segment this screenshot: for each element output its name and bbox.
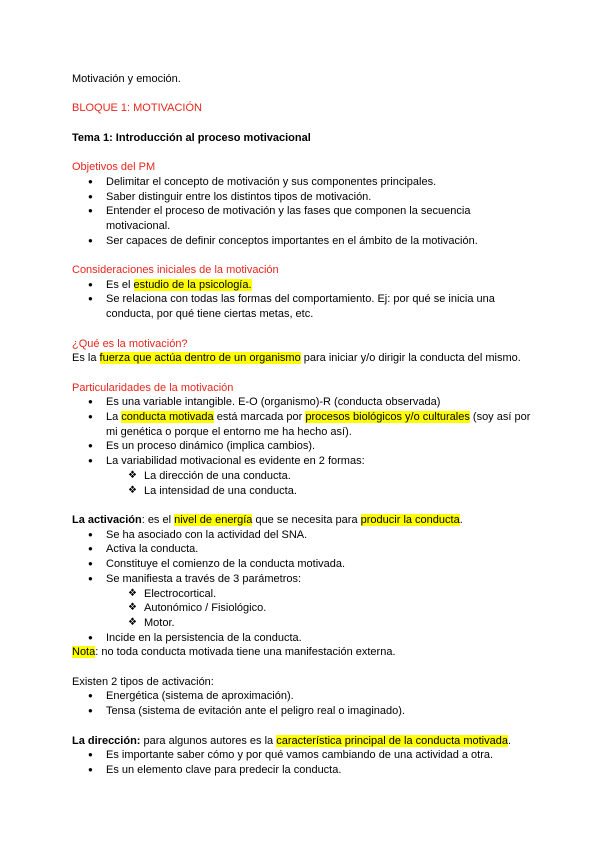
sub-list-item: ❖ Motor. <box>72 616 532 631</box>
text: para algunos autores es la <box>140 734 277 747</box>
list-item: ● La variabilidad motivacional es evidente en 2 formas: <box>72 454 532 469</box>
highlight: estudio de la psicología. <box>133 278 252 291</box>
list-item: ● Energética (sistema de aproximación). <box>72 689 532 704</box>
document-body <box>72 72 532 778</box>
what-definition <box>72 351 532 366</box>
sub-list-item: ❖ La intensidad de una conducta. <box>72 484 532 499</box>
highlight: conducta motivada <box>121 411 214 424</box>
what-heading: ¿Qué es la motivación? <box>72 337 188 350</box>
text: que se necesita para <box>252 513 361 526</box>
text: : no toda conducta motivada tiene una manifestación externa. <box>95 646 396 659</box>
activation-list <box>72 528 532 646</box>
block-title: BLOQUE 1: MOTIVACIÓN <box>72 102 202 115</box>
text: Es el <box>106 278 134 291</box>
list-item: ● Saber distinguir entre los distintos tipos de motivación. <box>72 190 532 205</box>
text: : es el <box>141 513 175 526</box>
objectives-heading: Objetivos del PM <box>72 161 156 174</box>
types-list <box>72 689 532 718</box>
list-item: ● Incide en la persistencia de la conducta. <box>72 631 532 646</box>
initial-heading: Consideraciones iniciales de la motivación <box>72 264 279 277</box>
objectives-list <box>72 175 532 249</box>
list-item: ● Se manifiesta a través de 3 parámetros: <box>72 572 532 587</box>
text: para iniciar y/o dirigir la conducta del mismo. <box>300 352 521 365</box>
particular-list <box>72 395 532 498</box>
list-item: ● Entender el proceso de motivación y las fases que componen la secuencia motivacional. <box>72 204 532 233</box>
text: está marcada por <box>213 411 306 424</box>
note <box>72 645 532 660</box>
highlight: nivel de energía <box>174 513 253 526</box>
particular-heading: Particularidades de la motivación <box>72 381 234 394</box>
term: La activación <box>72 513 142 526</box>
text: . <box>459 513 463 526</box>
highlight: procesos biológicos y/o culturales <box>305 411 470 424</box>
list-item: ● Es un proceso dinámico (implica cambios). <box>72 439 532 454</box>
direction-definition <box>72 734 532 749</box>
list-item: ● Constituye el comienzo de la conducta motivada. <box>72 557 532 572</box>
list-item: ● Delimitar el concepto de motivación y sus componentes principales. <box>72 175 532 190</box>
highlight: producir la conducta <box>360 513 460 526</box>
initial-list <box>72 278 532 322</box>
highlight: característica principal de la conducta motivada <box>276 734 508 747</box>
note-label: Nota <box>72 646 96 659</box>
term: La dirección: <box>72 734 141 747</box>
list-item: ● Se ha asociado con la actividad del SNA. <box>72 528 532 543</box>
topic-title: Tema 1: Introducción al proceso motivacional <box>72 131 311 144</box>
doc-title: Motivación y emoción. <box>72 73 181 85</box>
direction-list <box>72 748 532 777</box>
text: La <box>106 411 122 424</box>
list-item: ● Es una variable intangible. E-O (organismo)-R (conducta observada) <box>72 395 532 410</box>
list-item: ● Ser capaces de definir conceptos importantes en el ámbito de la motivación. <box>72 234 532 249</box>
sub-list-item: ❖ Electrocortical. <box>72 587 532 602</box>
text: . <box>507 734 512 747</box>
list-item <box>72 278 532 293</box>
text: Es la <box>72 352 100 365</box>
activation-definition <box>72 513 532 528</box>
text: (soy así por mi genética o porque el entorno me ha hecho así). <box>106 411 531 438</box>
list-item: ● Tensa (sistema de evitación ante el peligro real o imaginado). <box>72 704 532 719</box>
sub-list-item: ❖ Autonómico / Fisiológico. <box>72 601 532 616</box>
types-intro: Existen 2 tipos de activación: <box>72 675 214 688</box>
list-item: ● Activa la conducta. <box>72 542 532 557</box>
list-item <box>72 410 532 439</box>
list-item: ● Se relaciona con todas las formas del comportamiento. Ej: por qué se inicia una conducta, por qué tiene ciertas metas, etc. <box>72 292 532 321</box>
list-item: ● Es importante saber cómo y por qué vamos cambiando de una actividad a otra. <box>72 748 532 763</box>
highlight: fuerza que actúa dentro de un organismo <box>99 352 301 365</box>
sub-list-item: ❖ La dirección de una conducta. <box>72 469 532 484</box>
list-item: ● Es un elemento clave para predecir la conducta. <box>72 763 532 778</box>
